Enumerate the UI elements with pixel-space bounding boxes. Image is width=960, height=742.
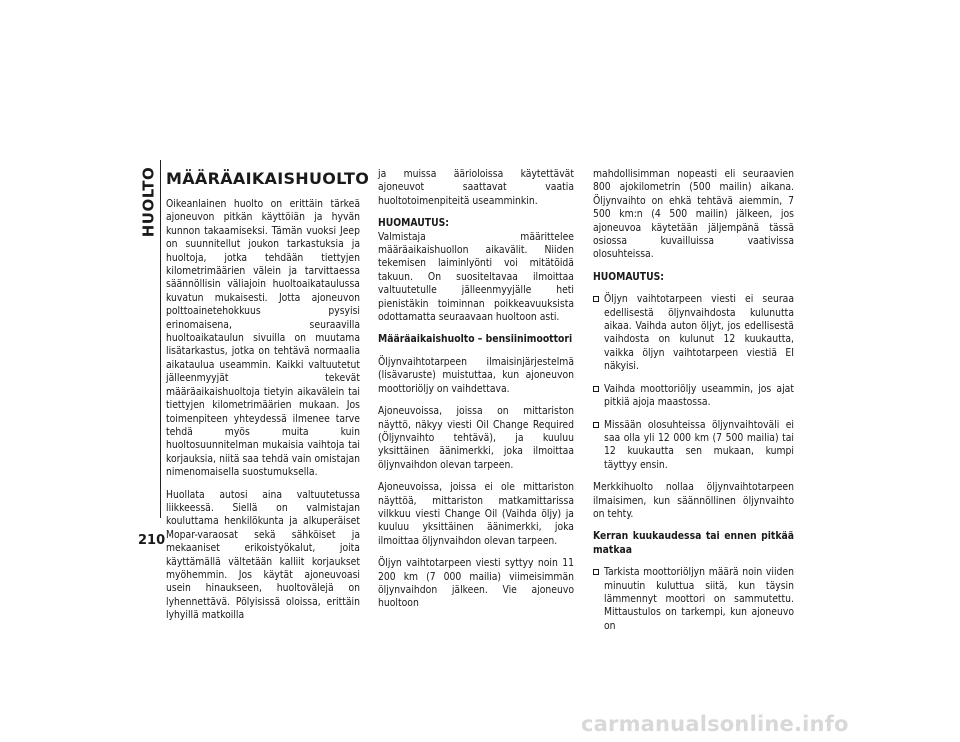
note-bullet-list <box>593 293 794 472</box>
watermark-footer: carmanualsonline.info <box>581 712 849 736</box>
list-item: Öljyn vaihtotarpeen viesti ei seuraa edellisestä öljynvaihdosta kulunutta aikaa. Vaihda auton öljyt, jos edellisestä vaihdosta on kulunut 12 kuukautta, vaikka öljyn vaihtotarpeen viestiä EI näkyisi. <box>593 293 794 373</box>
note-heading: HUOMAUTUS: <box>593 270 664 283</box>
page-title: MÄÄRÄAIKAISHUOLTO <box>166 169 370 188</box>
sub-heading: Kerran kuukaudessa tai ennen pitkää matkaa <box>593 530 794 556</box>
note-text: Valmistaja määrittelee määräaikaishuollon aikavälit. Niiden tekemisen laiminlyönti voi mitätöidä takuun. On suositeltavaa ilmoittaa valtuutetulle jälleenmyyjälle heti pienistäkin toiminnan poikkeavuuksista odottamatta seuraavaan huoltoon asti. <box>378 230 574 324</box>
paragraph: Merkkihuolto nollaa öljynvaihtotarpeen ilmaisimen, kun säännöllinen öljynvaihto on tehty. <box>593 481 794 520</box>
list-item: Missään olosuhteissa öljynvaihtoväli ei saa olla yli 12 000 km (7 500 mailia) tai 12 kuukautta sen mukaan, kumpi täyttyy ensin. <box>593 419 794 473</box>
paragraph: Öljyn vaihtotarpeen viesti syttyy noin 11 200 km (7 000 mailia) viimeisimmän öljynvaihdon jälkeen. Vie ajoneuvo huoltoon <box>378 557 574 610</box>
sub-heading: Määräaikaishuolto – bensiinimoottori <box>378 333 573 346</box>
paragraph: Ajoneuvoissa, joissa ei ole mittariston näyttöä, mittariston matkamittarissa vilkkuu viesti Change Oil (Vaihda öljy) ja kuuluu yksittäinen äänimerkki, joka ilmoittaa öljynvaihdon olevan tarpeen. <box>378 481 574 547</box>
paragraph: mahdollisimman nopeasti eli seuraavien 800 ajokilometrin (500 mailin) aikana. Öljynvaihto on ehkä tehtävä aiemmin, 7 500 km:n (4 500 mailin) jälkeen, jos ajoneuvoa käytetään jäljempänä tässä osiossa kuvailluissa vaativissa olosuhteissa. <box>593 168 794 261</box>
paragraph: Oikeanlainen huolto on erittäin tärkeä ajoneuvon pitkän käyttöiän ja hyvän kunnon takaamiseksi. Tämän vuoksi Jeep on suunnitellut joukon tarkastuksia ja huoltoja, jotka tehdään tiettyjen kilometrimäärien välein ja tarvittaessa säännöllisin väliajoin huoltoaikataulussa kuvatun mukaisesti. Jotta ajoneuvon polttoainetehokkuus pysyisi erinomaisena, seuraavilla huoltoaikataulun sivuilla on muutama lisätarkastus, jotka on tehtävä normaalia aikataulua useammin. Kaikki valtuutetut jälleenmyyjät tekevät määräaikaishuoltoja tietyin aikavälein tai tiettyjen kilometrimäärien mukaan. Jos toimenpiteen yhteydessä ilmenee tarve tehdä myös muita kuin huoltosuunnitelman mukaisia vaihtoja tai korjauksia, niitä saa tehdä vain omistajan nimenomaisella suostumuksella. <box>166 198 360 479</box>
section-side-tab-label: HUOLTO <box>139 166 158 238</box>
list-item: Tarkista moottoriöljyn määrä noin viiden minuutin kuluttua siitä, kun täysin lämmennyt moottori on sammutettu. Mittaustulos on tarkempi, kun ajoneuvo on <box>593 566 794 633</box>
page-number: 210 <box>138 533 166 548</box>
column-3 <box>593 168 794 642</box>
paragraph: Öljynvaihtotarpeen ilmaisinjärjestelmä (lisävaruste) muistuttaa, kun ajoneuvon moottoriöljy on vaihdettava. <box>378 355 574 395</box>
column-2 <box>378 168 574 620</box>
paragraph: Ajoneuvoissa, joissa on mittariston näyttö, näkyy viesti Oil Change Required (Öljynvaihto tehtävä), ja kuuluu yksittäinen äänimerkki, joka ilmoittaa öljynvaihdon olevan tarpeen. <box>378 405 574 471</box>
note-heading: HUOMAUTUS: <box>378 217 449 230</box>
paragraph: Huollata autosi aina valtuutetussa liikkeessä. Siellä on valmistajan kouluttama henkilökunta ja alkuperäiset Mopar-varaosat sekä sähköiset ja mekaaniset erikoistyökalut, joita käyttämällä vältetään kalliit korjaukset myöhemmin. Jos käytät ajoneuvoasi usein hinaukseen, huoltovälejä on lyhennettävä. Pölyisissä oloissa, erittäin lyhyillä matkoilla <box>166 488 360 622</box>
check-bullet-list <box>593 566 794 633</box>
list-item: Vaihda moottoriöljy useammin, jos ajat pitkiä ajoja maastossa. <box>593 383 794 410</box>
section-divider-line <box>160 160 161 518</box>
paragraph: ja muissa äärioloissa käytettävät ajoneuvot saattavat vaatia huoltotoimenpiteitä useamminkin. <box>378 168 574 207</box>
column-1 <box>166 168 370 632</box>
section-side-tab <box>138 166 158 238</box>
